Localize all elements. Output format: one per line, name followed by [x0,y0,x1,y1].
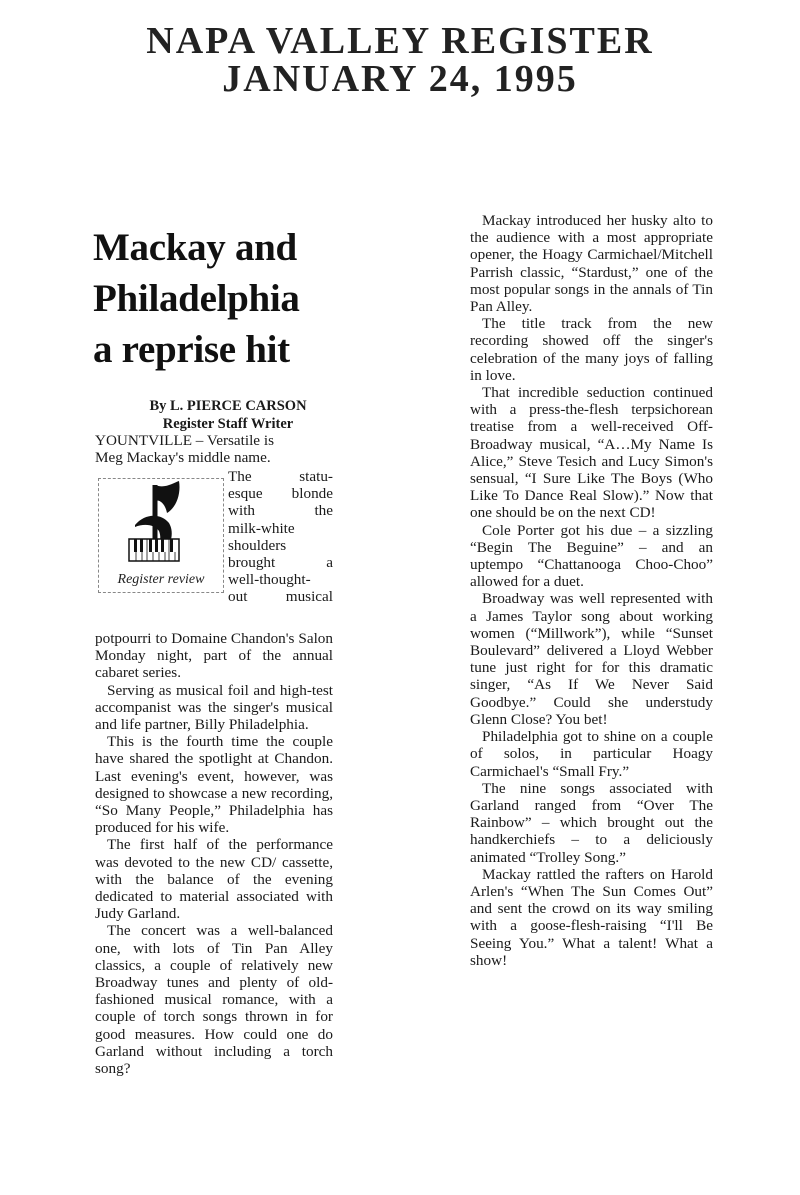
logo-caption: Register review [117,572,205,587]
lead-line-1: YOUNTVILLE – Versatile is [95,432,274,449]
article-lead [95,432,333,466]
paragraph: potpourri to Domaine Chandon's Salon Monday night, part of the annual cabaret series. [95,630,333,682]
wrapped-text [228,468,333,606]
paragraph: The concert was a well-balanced one, with lots of Tin Pan Alley classics, a couple of relatively new Broadway tunes and plenty of old-fashioned musical romance, with a couple of torch songs thrown in for good measures. How could one do Garland without including a torch song? [95,922,333,1078]
wrap-line: The statu- [228,468,333,485]
masthead [0,22,800,98]
music-note-piano-icon [99,479,223,579]
paragraph: That incredible seduction continued with a press-the-flesh terpsichorean treatise from a well-received Off-Broadway musical, “A…My Name Is Alice,” Steve Tesich and Lucy Simon's sensual, “I Sure Like The Boys (Who Like To Dance Real Slow).” Now that one should be on the next CD! [470,384,713,522]
paragraph: This is the fourth time the couple have shared the spotlight at Chandon. Last evening's event, however, was designed to showcase a new recording, “So Many People,” Philadelphia has produced for his wife. [95,733,333,837]
article-column-left [95,630,333,1077]
paragraph: Serving as musical foil and high-test accompanist was the singer's musical and life partner, Billy Philadelphia. [95,681,333,734]
publication-date: JANUARY 24, 1995 [222,58,578,100]
paragraph: The nine songs associated with Garland ranged from “Over The Rainbow” – which brought out the handkerchiefs – to a deliciously animated “Trolley Song.” [470,779,713,866]
wrap-line: brought a [228,554,333,572]
wrap-line: esque blonde [228,485,333,503]
byline-author: By L. PIERCE CARSON [149,398,307,414]
headline-line-2: Philadelphia [93,277,300,320]
wrap-line: out musical [228,588,333,606]
headline-line-1: Mackay and [93,226,297,269]
wrap-line: well-thought- [228,571,311,589]
wrap-line: milk-white [228,519,295,537]
byline [128,397,328,433]
paragraph: Cole Porter got his due – a sizzling “Begin The Beguine” – and an uptempo “Chattanooga Choo-Choo” allowed for a duet. [470,521,713,591]
article-column-right [470,212,713,969]
byline-role: Register Staff Writer [162,416,294,432]
paragraph: Mackay rattled the rafters on Harold Arlen's “When The Sun Comes Out” and sent the crowd on its way smiling with a goose-flesh-raising “I'll Be Seeing You.” What a talent! What a show! [470,865,713,969]
paragraph: The title track from the new recording showed off the singer's celebration of the many joys of falling in love. [470,315,713,384]
article-headline [93,222,343,375]
lead-line-2: Meg Mackay's middle name. [95,449,271,467]
wrap-line: with the [228,502,333,520]
newspaper-name: NAPA VALLEY REGISTER [146,20,654,62]
paragraph: Philadelphia got to shine on a couple of solos, in particular Hoagy Carmichael's “Small Fry.” [470,728,713,780]
wrap-line: shoulders [228,536,287,554]
paragraph: Broadway was well represented with a James Taylor song about working women (“Millwork”), while “Sunset Boulevard” delivered a Lloyd Webber tune just right for for this dramatic singer, “As If We Never Said Goodbye.” Could she understudy Glenn Close? You bet! [470,590,713,728]
paragraph: The first half of the performance was devoted to the new CD/ cassette, with the balance of the evening dedicated to material associated with Judy Garland. [95,836,333,923]
paragraph: Mackay introduced her husky alto to the audience with a most appropriate opener, the Hoagy Carmichael/Mitchell Parrish classic, “Stardust,” one of the most popular songs in the annals of Tin Pan Alley. [470,212,713,316]
headline-line-3: a reprise hit [93,328,290,371]
